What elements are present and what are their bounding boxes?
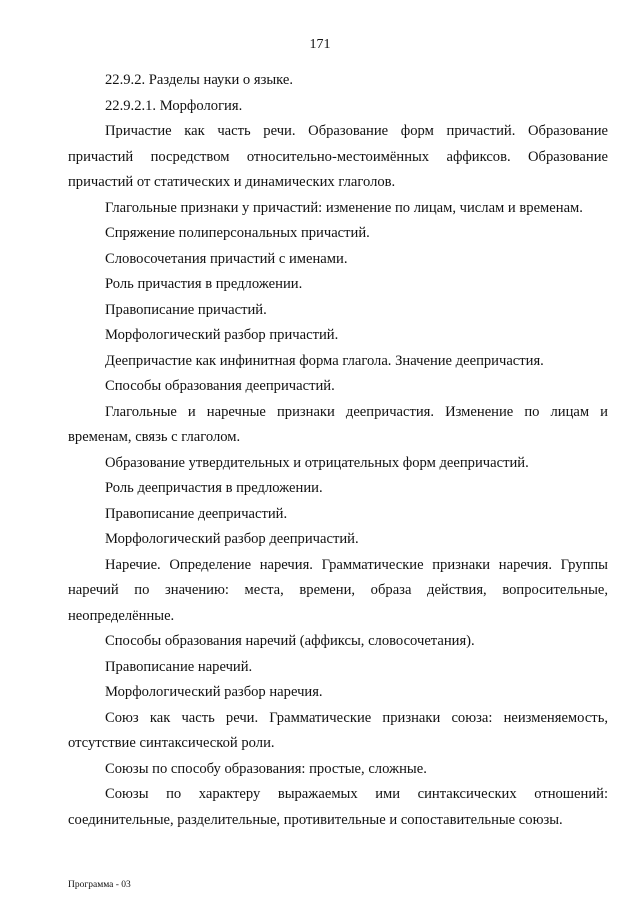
paragraph: Причастие как часть речи. Образование форм причастий. Образование причастий посредством относительно-местоимённых аффиксов. Образование причастий от статических и динамических глаголов. [68, 123, 608, 190]
paragraph: Морфологический разбор причастий. [105, 327, 339, 343]
paragraph: Союз как часть речи. Грамматические признаки союза: неизменяемость, отсутствие синтаксической роли. [68, 709, 608, 751]
paragraph: Союзы по характеру выражаемых ими синтаксических отношений: соединительные, разделительные, противительные и сопоставительные союзы. [68, 786, 608, 828]
paragraph: Роль деепричастия в предложении. [105, 480, 323, 496]
paragraph: Спряжение полиперсональных причастий. [105, 225, 370, 241]
footer-label: Программа - 03 [68, 880, 131, 890]
paragraph: Деепричастие как инфинитная форма глагола. Значение деепричастия. [105, 352, 544, 369]
paragraph: Правописание наречий. [105, 658, 253, 675]
paragraph: Способы образования наречий (аффиксы, словосочетания). [105, 633, 475, 649]
paragraph: Наречие. Определение наречия. Грамматические признаки наречия. Группы наречий по значению: места, времени, образа действия, вопросительные, неопределённые. [68, 556, 608, 624]
paragraph: Правописание деепричастий. [105, 505, 288, 522]
paragraph: Глагольные признаки у причастий: изменение по лицам, числам и временам. [105, 199, 583, 216]
page-number: 171 [309, 37, 331, 52]
paragraph: Правописание причастий. [105, 301, 267, 318]
paragraph: Словосочетания причастий с именами. [105, 250, 348, 267]
paragraph: Союзы по способу образования: простые, сложные. [105, 760, 427, 777]
paragraph: Роль причастия в предложении. [105, 276, 303, 292]
subsection-heading: 22.9.2.1. Морфология. [105, 97, 243, 114]
section-heading: 22.9.2. Разделы науки о языке. [105, 72, 293, 88]
paragraph: Образование утвердительных и отрицательных форм деепричастий. [105, 454, 529, 471]
paragraph: Глагольные и наречные признаки деепричастия. Изменение по лицам и временам, связь с глаголом. [68, 403, 608, 445]
document-body [68, 68, 608, 833]
paragraph: Способы образования деепричастий. [105, 378, 335, 394]
paragraph: Морфологический разбор наречия. [105, 684, 323, 700]
paragraph: Морфологический разбор деепричастий. [105, 531, 359, 547]
